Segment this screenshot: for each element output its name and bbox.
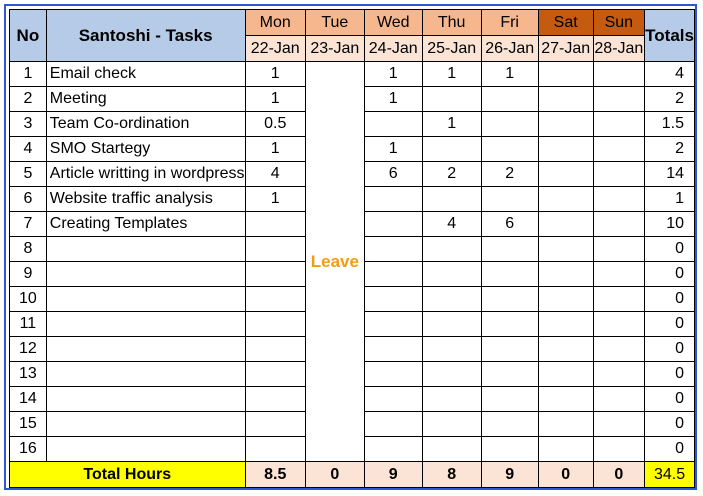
hours-cell-wed[interactable] <box>364 387 422 412</box>
task-name-cell[interactable]: Meeting <box>46 87 245 112</box>
row-number-cell[interactable]: 7 <box>10 212 47 237</box>
hours-cell-wed[interactable] <box>364 212 422 237</box>
hours-cell-sun[interactable] <box>593 137 645 162</box>
hours-cell-sun[interactable] <box>593 362 645 387</box>
row-total-cell[interactable]: 14 <box>645 162 695 187</box>
row-number-cell[interactable]: 2 <box>10 87 47 112</box>
hours-cell-sun[interactable] <box>593 387 645 412</box>
hours-cell-thu[interactable] <box>422 387 481 412</box>
total-sat: 0 <box>538 462 593 488</box>
hours-cell-mon[interactable]: 1 <box>245 137 305 162</box>
hours-cell-wed[interactable] <box>364 187 422 212</box>
hours-cell-wed[interactable] <box>364 287 422 312</box>
hours-cell-sat[interactable] <box>538 62 593 87</box>
row-number-cell[interactable]: 5 <box>10 162 47 187</box>
header-day-tue: Tue <box>305 10 364 36</box>
task-name-cell[interactable] <box>46 437 245 462</box>
hours-cell-sat[interactable] <box>538 212 593 237</box>
task-name-cell[interactable]: Team Co-ordination <box>46 112 245 137</box>
hours-cell-thu[interactable]: 1 <box>422 112 481 137</box>
row-total-cell[interactable]: 0 <box>645 437 695 462</box>
hours-cell-mon[interactable] <box>245 387 305 412</box>
row-total-cell[interactable]: 0 <box>645 337 695 362</box>
row-total-cell[interactable]: 0 <box>645 412 695 437</box>
hours-cell-wed[interactable]: 1 <box>364 137 422 162</box>
header-day-thu: Thu <box>422 10 481 36</box>
task-name-cell[interactable]: Creating Templates <box>46 212 245 237</box>
hours-cell-thu[interactable] <box>422 437 481 462</box>
row-total-cell[interactable]: 4 <box>645 62 695 87</box>
hours-cell-sat[interactable] <box>538 437 593 462</box>
row-number-cell[interactable]: 14 <box>10 387 47 412</box>
header-title: Santoshi - Tasks <box>46 10 245 62</box>
row-number-cell[interactable]: 6 <box>10 187 47 212</box>
hours-cell-fri[interactable] <box>481 237 538 262</box>
hours-cell-sun[interactable] <box>593 287 645 312</box>
row-total-cell[interactable]: 0 <box>645 237 695 262</box>
hours-cell-sat[interactable] <box>538 112 593 137</box>
leave-cell[interactable]: Leave <box>305 62 364 462</box>
hours-cell-wed[interactable] <box>364 337 422 362</box>
hours-cell-fri[interactable]: 1 <box>481 62 538 87</box>
row-total-cell[interactable]: 2 <box>645 137 695 162</box>
hours-cell-thu[interactable] <box>422 262 481 287</box>
row-total-cell[interactable]: 0 <box>645 387 695 412</box>
header-day-wed: Wed <box>364 10 422 36</box>
hours-cell-thu[interactable] <box>422 137 481 162</box>
hours-cell-fri[interactable] <box>481 362 538 387</box>
task-name-cell[interactable]: Website traffic analysis <box>46 187 245 212</box>
hours-cell-mon[interactable]: 1 <box>245 62 305 87</box>
hours-cell-sat[interactable] <box>538 262 593 287</box>
hours-cell-sun[interactable] <box>593 412 645 437</box>
hours-cell-thu[interactable] <box>422 412 481 437</box>
hours-cell-thu[interactable] <box>422 187 481 212</box>
hours-cell-wed[interactable] <box>364 437 422 462</box>
hours-cell-sat[interactable] <box>538 187 593 212</box>
total-fri: 9 <box>481 462 538 488</box>
hours-cell-fri[interactable] <box>481 137 538 162</box>
hours-cell-mon[interactable] <box>245 287 305 312</box>
header-totals: Totals <box>645 10 695 62</box>
hours-cell-sat[interactable] <box>538 362 593 387</box>
header-date-sat: 27-Jan <box>538 36 593 62</box>
row-total-cell[interactable]: 2 <box>645 87 695 112</box>
header-date-sun: 28-Jan <box>593 36 645 62</box>
hours-cell-mon[interactable] <box>245 437 305 462</box>
hours-cell-thu[interactable]: 4 <box>422 212 481 237</box>
hours-cell-sun[interactable] <box>593 187 645 212</box>
hours-cell-fri[interactable] <box>481 437 538 462</box>
hours-cell-fri[interactable] <box>481 387 538 412</box>
task-name-cell[interactable]: SMO Startegy <box>46 137 245 162</box>
hours-cell-sun[interactable] <box>593 87 645 112</box>
hours-cell-wed[interactable] <box>364 237 422 262</box>
hours-cell-mon[interactable]: 0.5 <box>245 112 305 137</box>
total-grand: 34.5 <box>645 462 695 488</box>
hours-cell-sat[interactable] <box>538 337 593 362</box>
hours-cell-wed[interactable] <box>364 262 422 287</box>
row-number-cell[interactable]: 1 <box>10 62 47 87</box>
hours-cell-sun[interactable] <box>593 237 645 262</box>
hours-cell-mon[interactable]: 1 <box>245 187 305 212</box>
hours-cell-fri[interactable] <box>481 287 538 312</box>
row-number-cell[interactable]: 13 <box>10 362 47 387</box>
total-row <box>10 462 695 488</box>
hours-cell-mon[interactable] <box>245 212 305 237</box>
row-number-cell[interactable]: 9 <box>10 262 47 287</box>
row-total-cell[interactable]: 1 <box>645 187 695 212</box>
row-number-cell[interactable]: 16 <box>10 437 47 462</box>
header-date-wed: 24-Jan <box>364 36 422 62</box>
hours-cell-fri[interactable]: 6 <box>481 212 538 237</box>
hours-cell-sun[interactable] <box>593 62 645 87</box>
hours-cell-mon[interactable] <box>245 412 305 437</box>
hours-cell-fri[interactable]: 2 <box>481 162 538 187</box>
hours-cell-sat[interactable] <box>538 162 593 187</box>
row-number-cell[interactable]: 11 <box>10 312 47 337</box>
hours-cell-sat[interactable] <box>538 87 593 112</box>
hours-cell-thu[interactable] <box>422 337 481 362</box>
header-date-fri: 26-Jan <box>481 36 538 62</box>
hours-cell-fri[interactable] <box>481 112 538 137</box>
table-row <box>10 62 695 87</box>
hours-cell-wed[interactable] <box>364 312 422 337</box>
hours-cell-wed[interactable]: 1 <box>364 87 422 112</box>
hours-cell-thu[interactable]: 2 <box>422 162 481 187</box>
task-name-cell[interactable] <box>46 312 245 337</box>
hours-cell-sun[interactable] <box>593 162 645 187</box>
hours-cell-sat[interactable] <box>538 237 593 262</box>
task-name-cell[interactable] <box>46 362 245 387</box>
hours-cell-fri[interactable] <box>481 87 538 112</box>
row-total-cell[interactable]: 0 <box>645 312 695 337</box>
hours-cell-thu[interactable] <box>422 237 481 262</box>
row-number-cell[interactable]: 15 <box>10 412 47 437</box>
task-name-cell[interactable] <box>46 237 245 262</box>
hours-cell-sun[interactable] <box>593 437 645 462</box>
task-name-cell[interactable]: Email check <box>46 62 245 87</box>
row-total-cell[interactable]: 0 <box>645 362 695 387</box>
hours-cell-sun[interactable] <box>593 212 645 237</box>
task-name-cell[interactable]: Article writting in wordpress <box>46 162 245 187</box>
hours-cell-wed[interactable]: 6 <box>364 162 422 187</box>
task-name-cell[interactable] <box>46 262 245 287</box>
hours-cell-sun[interactable] <box>593 337 645 362</box>
hours-cell-thu[interactable] <box>422 362 481 387</box>
hours-cell-mon[interactable] <box>245 362 305 387</box>
hours-cell-sun[interactable] <box>593 312 645 337</box>
hours-cell-mon[interactable] <box>245 237 305 262</box>
row-number-cell[interactable]: 3 <box>10 112 47 137</box>
hours-cell-sat[interactable] <box>538 412 593 437</box>
row-number-cell[interactable]: 8 <box>10 237 47 262</box>
row-total-cell[interactable]: 0 <box>645 287 695 312</box>
hours-cell-mon[interactable] <box>245 262 305 287</box>
header-no: No <box>10 10 47 62</box>
hours-cell-sun[interactable] <box>593 112 645 137</box>
hours-cell-sat[interactable] <box>538 312 593 337</box>
hours-cell-fri[interactable] <box>481 262 538 287</box>
total-tue: 0 <box>305 462 364 488</box>
row-number-cell[interactable]: 4 <box>10 137 47 162</box>
hours-cell-wed[interactable]: 1 <box>364 62 422 87</box>
total-thu: 8 <box>422 462 481 488</box>
hours-cell-sat[interactable] <box>538 387 593 412</box>
hours-cell-mon[interactable]: 1 <box>245 87 305 112</box>
total-wed: 9 <box>364 462 422 488</box>
row-total-cell[interactable]: 0 <box>645 262 695 287</box>
task-name-cell[interactable] <box>46 412 245 437</box>
hours-cell-sat[interactable] <box>538 287 593 312</box>
header-date-thu: 25-Jan <box>422 36 481 62</box>
timesheet-table <box>9 9 695 488</box>
hours-cell-thu[interactable] <box>422 287 481 312</box>
row-number-cell[interactable]: 10 <box>10 287 47 312</box>
hours-cell-wed[interactable] <box>364 412 422 437</box>
total-mon: 8.5 <box>245 462 305 488</box>
hours-cell-mon[interactable]: 4 <box>245 162 305 187</box>
row-total-cell[interactable]: 1.5 <box>645 112 695 137</box>
total-sun: 0 <box>593 462 645 488</box>
timesheet-frame <box>4 4 697 490</box>
hours-cell-sun[interactable] <box>593 262 645 287</box>
task-name-cell[interactable] <box>46 387 245 412</box>
hours-cell-thu[interactable] <box>422 87 481 112</box>
hours-cell-fri[interactable] <box>481 187 538 212</box>
hours-cell-sat[interactable] <box>538 137 593 162</box>
hours-cell-mon[interactable] <box>245 312 305 337</box>
header-day-fri: Fri <box>481 10 538 36</box>
hours-cell-fri[interactable] <box>481 312 538 337</box>
header-day-sat: Sat <box>538 10 593 36</box>
hours-cell-mon[interactable] <box>245 337 305 362</box>
task-name-cell[interactable] <box>46 287 245 312</box>
header-day-sun: Sun <box>593 10 645 36</box>
task-name-cell[interactable] <box>46 337 245 362</box>
row-total-cell[interactable]: 10 <box>645 212 695 237</box>
header-day-mon: Mon <box>245 10 305 36</box>
hours-cell-thu[interactable] <box>422 312 481 337</box>
hours-cell-thu[interactable]: 1 <box>422 62 481 87</box>
header-date-tue: 23-Jan <box>305 36 364 62</box>
total-hours-label: Total Hours <box>10 462 246 488</box>
header-date-mon: 22-Jan <box>245 36 305 62</box>
hours-cell-wed[interactable] <box>364 112 422 137</box>
hours-cell-fri[interactable] <box>481 337 538 362</box>
hours-cell-fri[interactable] <box>481 412 538 437</box>
hours-cell-wed[interactable] <box>364 362 422 387</box>
row-number-cell[interactable]: 12 <box>10 337 47 362</box>
